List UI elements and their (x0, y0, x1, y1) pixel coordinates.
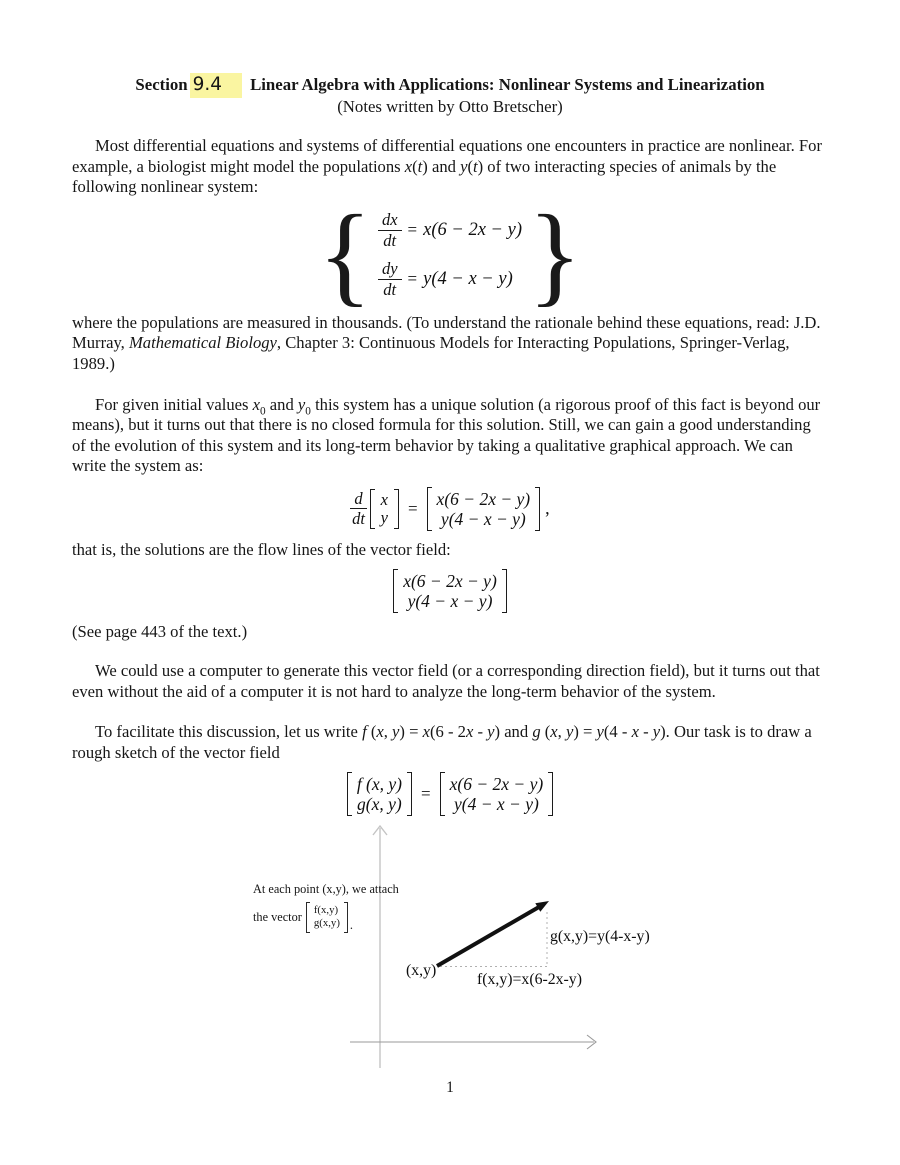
fraction-dy-dt: $\frac{dy}{dt}$ (378, 260, 402, 298)
paragraph-facilitate: To facilitate this discussion, let us write f (x, y) = x(6 - 2x - y) and g (x, y) = y(4 - x - y). Our task is to draw a rough sketch of the vector field (72, 722, 812, 762)
right-curly-brace: } (528, 192, 582, 317)
paragraph-computer: We could use a computer to generate this vector field (or a corresponding direction field), but it turns out that even without the aid of a computer it is not hard to analyze the long-term behavior of the system. (72, 661, 820, 701)
right-bracket (394, 489, 399, 529)
equation-matrix-form (72, 485, 828, 533)
vector-field-matrix: x(6 − 2x − y) y(4 − x − y) (393, 569, 507, 613)
title-text: Linear Algebra with Applications: Nonlinear Systems and Linearization (250, 75, 765, 94)
rhs-vector-matrix: x(6 − 2x − y) y(4 − x − y) (427, 487, 541, 531)
system-row-2 (378, 260, 522, 298)
equation-vector-field (72, 567, 828, 615)
subtitle: (Notes written by Otto Bretscher) (337, 97, 563, 116)
point-label: (x,y) (406, 961, 437, 979)
state-vector-matrix: x y (370, 489, 399, 529)
paragraph-initial-values: For given initial values $x_0$ and $y_0$ this system has a unique solution (a rigorous proof of this fact is beyond our means), but it turns out that there is no closed formula for this solution. Still, we can gain a good understanding of the evolution of this system and its long-term behavior by taking a qualitative graphical approach. We can write the system as: (72, 394, 821, 476)
g-component-label: g(x,y)=y(4-x-y) (550, 927, 650, 945)
paragraph-reference: where the populations are measured in thousands. (To understand the rationale behind these equations, read: J.D. Murray, Mathematical Biology, Chapter 3: Continuous Models for Interacting Populations, Springer-Verlag, 1989.) (72, 312, 821, 373)
section-word: Section (135, 75, 188, 94)
page-title (72, 74, 828, 96)
caption-prefix: the vector (253, 909, 302, 924)
right-bracket (548, 772, 553, 816)
equals-sign: = (407, 498, 418, 518)
right-bracket (344, 902, 348, 933)
fg-rhs-matrix: x(6 − 2x − y) y(4 − x − y) (440, 772, 554, 816)
equals-sign: = (407, 269, 418, 289)
paragraph-see-page: (See page 443 of the text.) (72, 621, 248, 641)
right-bracket (535, 487, 540, 531)
fraction-dx-dt: $\frac{dx}{dt}$ (378, 211, 402, 249)
equation-fg-field (72, 770, 828, 818)
equation-nonlinear-system (72, 192, 828, 317)
section-number-highlight: 9.4 (190, 73, 242, 98)
system-rows (378, 211, 522, 298)
paragraph-flow-lines: that is, the solutions are the flow lines of the vector field: (72, 539, 451, 559)
f-component-label: f(x,y)=x(6-2x-y) (477, 970, 582, 988)
paragraph-intro: Most differential equations and systems of differential equations one encounters in practice are nonlinear. For example, a biologist might model the populations x(t) and y(t) of two interacting species of animals by the following nonlinear system: (72, 136, 822, 197)
trailing-comma: , (545, 498, 550, 519)
rhs-expression: x(6 − 2x − y) (423, 219, 523, 240)
figure-canvas (250, 824, 660, 1070)
left-curly-brace: { (318, 192, 372, 317)
page-number: 1 (446, 1078, 454, 1096)
figure-caption-line2 (253, 902, 353, 933)
vector-arrow (437, 907, 539, 966)
right-bracket (407, 772, 412, 816)
fg-matrix: f (x, y) g(x, y) (347, 772, 412, 816)
system-row-1 (378, 211, 522, 249)
vector-field-figure (250, 824, 660, 1070)
equals-sign: = (407, 220, 418, 240)
right-bracket (502, 569, 507, 613)
rhs-expression: y(4 − x − y) (423, 268, 513, 289)
caption-vector-matrix: f(x,y) g(x,y) (306, 902, 348, 933)
figure-caption-line1: At each point (x,y), we attach (253, 881, 399, 896)
fraction-d-dt: $\frac{d}{dt}$ (352, 488, 365, 529)
equals-sign: = (421, 783, 431, 803)
caption-period: . (349, 917, 353, 932)
